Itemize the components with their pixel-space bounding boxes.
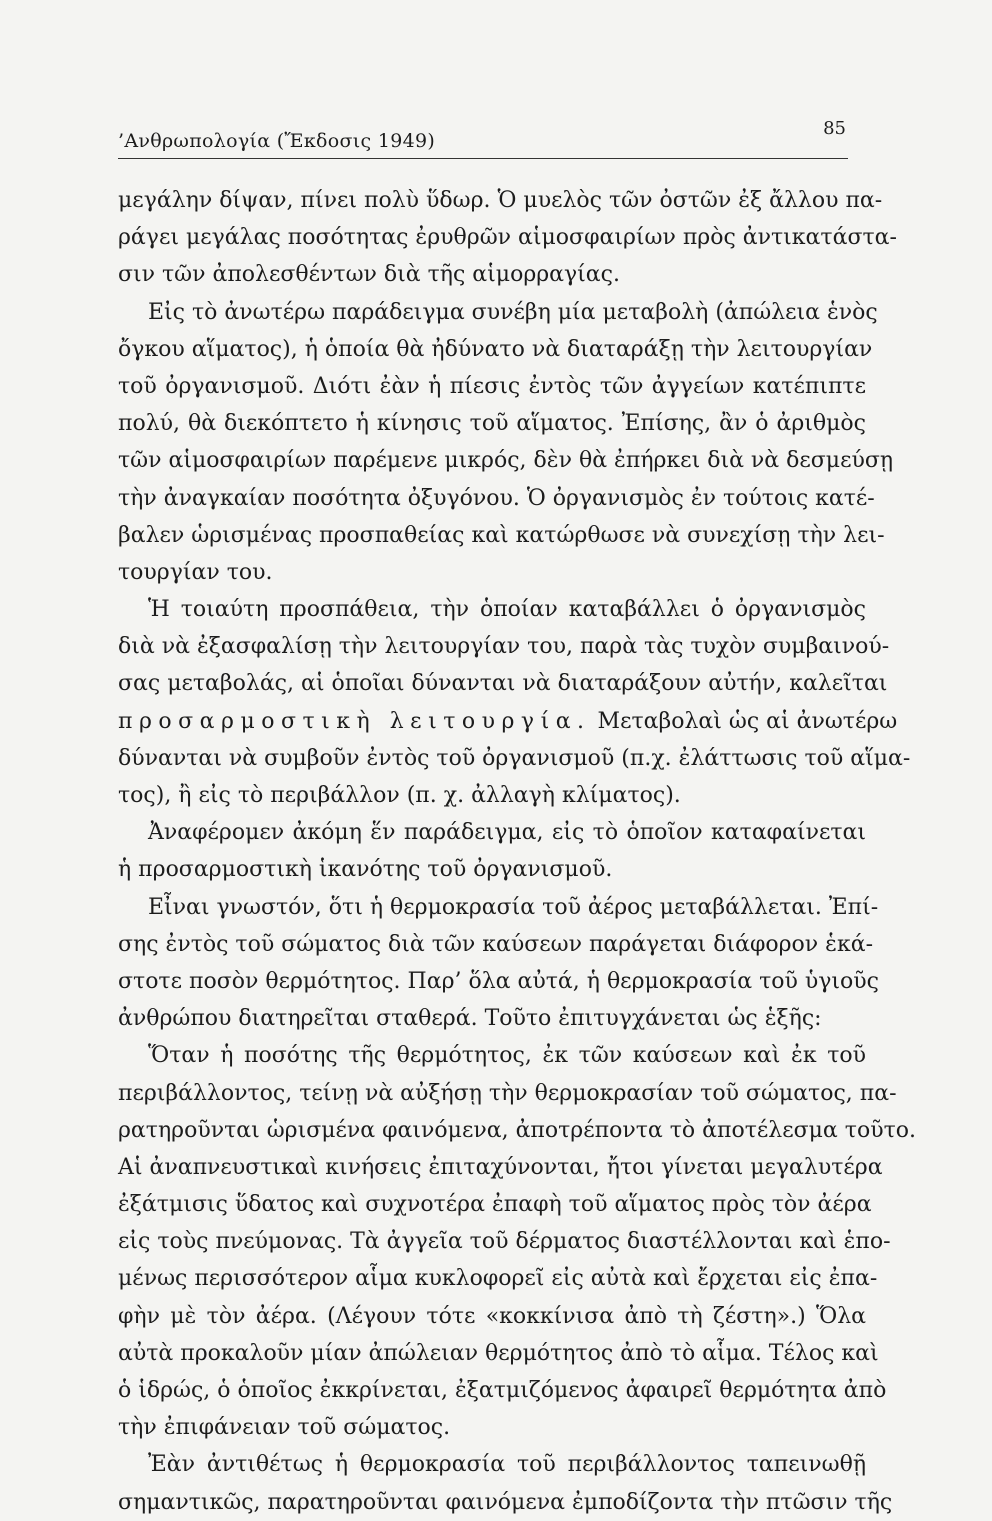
text-line: σης ἐντὸς τοῦ σώματος διὰ τῶν καύσεων παράγεται διάφορον ἑκά- bbox=[118, 931, 874, 957]
text-line: Αἱ ἀναπνευστικαὶ κινήσεις ἐπιταχύνονται, ἤτοι γίνεται μεγαλυτέρα bbox=[118, 1154, 883, 1180]
text-line: τος), ἢ εἰς τὸ περιβάλλον (π. χ. ἀλλαγὴ κλίματος). bbox=[118, 783, 681, 808]
text-line: βαλεν ὡρισμένας προσπαθείας καὶ κατώρθωσε νὰ συνεχίσῃ τὴν λει- bbox=[118, 522, 885, 548]
text-line: ἐξάτμισις ὕδατος καὶ συχνοτέρα ἐπαφὴ τοῦ αἵματος πρὸς τὸν ἀέρα bbox=[118, 1192, 872, 1218]
text-line: ἡ προσαρμοστικὴ ἱκανότης τοῦ ὀργανισμοῦ. bbox=[118, 857, 613, 883]
text-line: Ἐὰν ἀντιθέτως ἡ θερμοκρασία τοῦ περιβάλλοντος ταπεινωθῇ bbox=[148, 1452, 866, 1478]
text-line: σας μεταβολάς, αἱ ὁποῖαι δύνανται νὰ διαταράξουν αὐτήν, καλεῖται bbox=[118, 671, 888, 697]
text-line: σημαντικῶς, παρατηροῦνται φαινόμενα ἐμποδίζοντα τὴν πτῶσιν τῆς bbox=[118, 1489, 893, 1515]
text-line: τουργίαν του. bbox=[118, 559, 273, 585]
text-line: ὁ ἱδρώς, ὁ ὁποῖος ἐκκρίνεται, ἐξατμιζόμενος ἀφαιρεῖ θερμότητα ἀπὸ bbox=[118, 1378, 887, 1403]
text-line: Εἶναι γνωστόν, ὅτι ἡ θερμοκρασία τοῦ ἀέρος μεταβάλλεται. Ἐπί- bbox=[148, 894, 879, 920]
text-line: Ἡ τοιαύτη προσπάθεια, τὴν ὁποίαν καταβάλλει ὁ ὀργανισμὸς bbox=[148, 597, 866, 623]
text-line: εἰς τοὺς πνεύμονας. Τὰ ἀγγεῖα τοῦ δέρματος διαστέλλονται καὶ ἑπο- bbox=[118, 1229, 891, 1255]
text-line: αὐτὰ προκαλοῦν μίαν ἀπώλειαν θερμότητος ἀπὸ τὸ αἷμα. Τέλος καὶ bbox=[118, 1340, 879, 1366]
text-line: ὄγκου αἵματος), ἡ ὁποία θὰ ἠδύνατο νὰ διαταράξῃ τὴν λειτουργίαν bbox=[118, 336, 873, 362]
text-line: σιν τῶν ἀπολεσθέντων διὰ τῆς αἱμορραγίας. bbox=[118, 262, 620, 288]
running-title: ’Ανθρωπολογία (Ἔκδοσις 1949) bbox=[118, 130, 436, 152]
text-line: τὴν ἐπιφάνειαν τοῦ σώματος. bbox=[118, 1415, 451, 1441]
page-header bbox=[118, 118, 848, 159]
text-line: Ἀναφέρομεν ἀκόμη ἕν παράδειγμα, εἰς τὸ ὁποῖον καταφαίνεται bbox=[148, 820, 866, 846]
text-line: τὴν ἀναγκαίαν ποσότητα ὀξυγόνου. Ὁ ὀργανισμὸς ἐν τούτοις κατέ- bbox=[118, 485, 875, 511]
text-line: τοῦ ὀργανισμοῦ. Διότι ἐὰν ἡ πίεσις ἐντὸς τῶν ἀγγείων κατέπιπτε bbox=[118, 373, 866, 399]
text-line: διὰ νὰ ἐξασφαλίσῃ τὴν λειτουργίαν του, παρὰ τὰς τυχὸν συμβαινού- bbox=[118, 634, 890, 660]
text-line: Ὅταν ἡ ποσότης τῆς θερμότητος, ἐκ τῶν καύσεων καὶ ἐκ τοῦ bbox=[148, 1043, 866, 1069]
text-line: μεγάλην δίψαν, πίνει πολὺ ὕδωρ. Ὁ μυελὸς τῶν ὀστῶν ἐξ ἄλλου πα- bbox=[118, 188, 883, 213]
text-line: φὴν μὲ τὸν ἀέρα. (Λέγουν τότε «κοκκίνισα ἀπὸ τὴ ζέστη».) Ὅλα bbox=[118, 1303, 866, 1329]
text-line: ἀνθρώπου διατηρεῖται σταθερά. Τοῦτο ἐπιτυγχάνεται ὡς ἑξῆς: bbox=[118, 1006, 822, 1032]
text-line: προσαρμοστικὴ λειτουργία. Μεταβολαὶ ὡς αἱ ἀνωτέρω bbox=[118, 708, 898, 734]
text-line: περιβάλλοντος, τείνῃ νὰ αὐξήσῃ τὴν θερμοκρασίαν τοῦ σώματος, πα- bbox=[118, 1080, 897, 1106]
body-text bbox=[118, 182, 916, 1521]
text-line: πολύ, θὰ διεκόπτετο ἡ κίνησις τοῦ αἵματος. Ἐπίσης, ἂν ὁ ἀριθμὸς bbox=[118, 411, 866, 437]
text-line: τῶν αἱμοσφαιρίων παρέμενε μικρός, δὲν θὰ ἐπήρκει διὰ νὰ δεσμεύσῃ bbox=[118, 448, 894, 474]
page-number: 85 bbox=[823, 118, 846, 139]
text-line: στοτε ποσὸν θερμότητος. Παρ’ ὅλα αὐτά, ἡ θερμοκρασία τοῦ ὑγιοῦς bbox=[118, 968, 879, 994]
text-line: Εἰς τὸ ἀνωτέρω παράδειγμα συνέβη μία μεταβολὴ (ἀπώλεια ἑνὸς bbox=[148, 299, 878, 325]
spaced-term: προσαρμοστικὴ λειτουργία. bbox=[118, 708, 591, 734]
text-line: μένως περισσότερον αἷμα κυκλοφορεῖ εἰς αὐτὰ καὶ ἔρχεται εἰς ἐπα- bbox=[118, 1266, 878, 1292]
text-line: ρατηροῦνται ὡρισμένα φαινόμενα, ἀποτρέποντα τὸ ἀποτέλεσμα τοῦτο. bbox=[118, 1117, 916, 1143]
text-line: ράγει μεγάλας ποσότητας ἐρυθρῶν αἱμοσφαιρίων πρὸς ἀντικατάστα- bbox=[118, 225, 897, 251]
text-line: δύνανται νὰ συμβοῦν ἐντὸς τοῦ ὀργανισμοῦ (π.χ. ἐλάττωσις τοῦ αἵμα- bbox=[118, 745, 911, 771]
